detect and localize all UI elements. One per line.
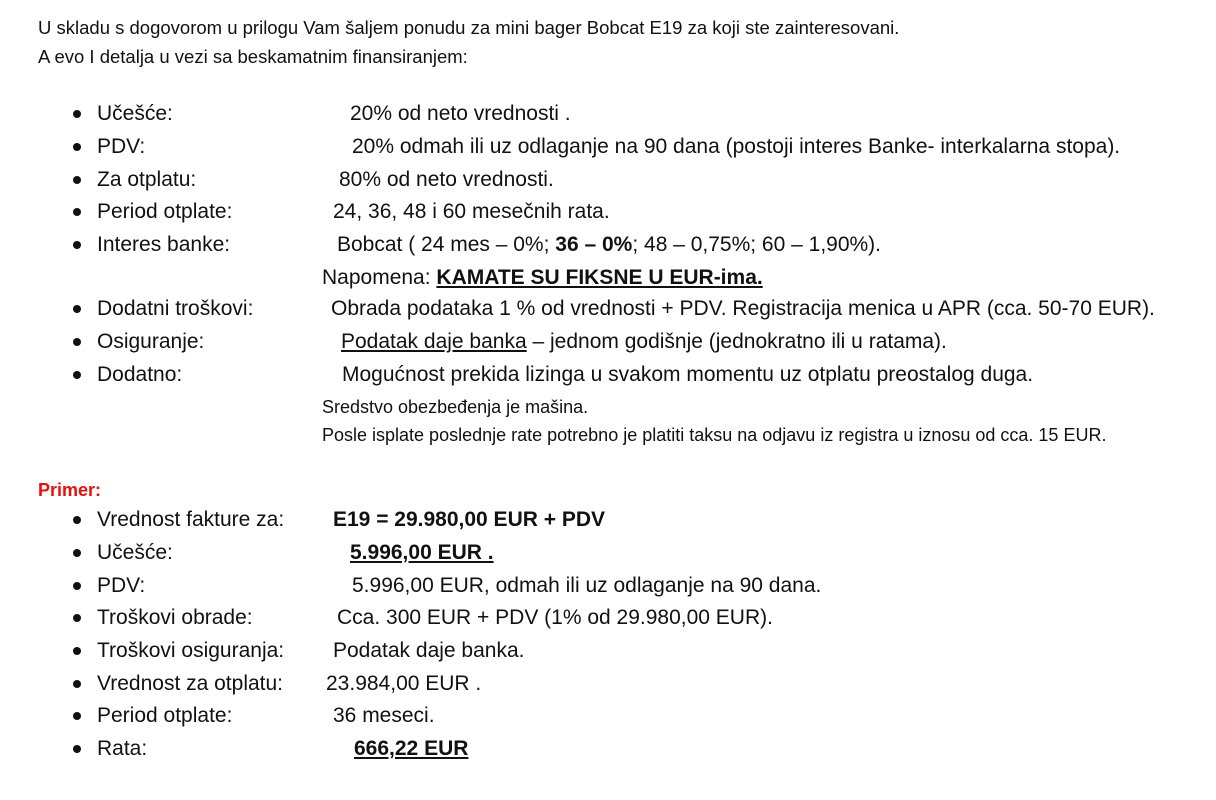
- interest-text-a: Bobcat ( 24 mes – 0%;: [337, 233, 556, 256]
- primer-value: Cca. 300 EUR + PDV (1% od 29.980,00 EUR).: [337, 606, 773, 629]
- term-value: [341, 329, 947, 355]
- term-value: Obrada podataka 1 % od vrednosti + PDV. Registracija menica u APR (cca. 50-70 EUR).: [331, 297, 1155, 320]
- primer-label: Troškovi osiguranja:: [97, 639, 285, 662]
- intro-line-2: A evo I detalja u vezi sa beskamatnim finansiranjem:: [38, 46, 468, 67]
- primer-label: Vrednost fakture za:: [97, 508, 285, 531]
- bullet: [73, 143, 81, 151]
- note-security: Sredstvo obezbeđenja je mašina.: [322, 397, 589, 417]
- note-registry-fee: Posle isplate poslednje rate potrebno je platiti taksu na odjavu iz registra u iznosu od cca. 15 EUR.: [322, 425, 1107, 445]
- bullet: [73, 647, 81, 655]
- primer-value: 5.996,00 EUR .: [350, 541, 494, 564]
- term-label: Period otplate:: [97, 200, 233, 223]
- bullet: [73, 110, 81, 118]
- term-value: Mogućnost prekida lizinga u svakom momentu uz otplatu preostalog duga.: [342, 363, 1034, 386]
- primer-label: PDV:: [97, 574, 146, 597]
- napomena-line: [322, 265, 763, 291]
- bullet: [73, 305, 81, 313]
- napomena-text: KAMATE SU FIKSNE U EUR-ima.: [436, 266, 763, 289]
- term-label: Interes banke:: [97, 233, 231, 256]
- napomena-prefix: Napomena:: [322, 266, 437, 289]
- bullet: [73, 549, 81, 557]
- term-label: Za otplatu:: [97, 168, 197, 191]
- term-label: Dodatno:: [97, 363, 183, 386]
- primer-value: 666,22 EUR: [354, 737, 469, 760]
- intro-line-1: U skladu s dogovorom u prilogu Vam šaljem ponudu za mini bager Bobcat E19 za koji ste zainteresovani.: [38, 17, 900, 38]
- insurance-rest: – jednom godišnje (jednokratno ili u ratama).: [526, 330, 947, 353]
- primer-label: Rata:: [97, 737, 148, 760]
- bullet: [73, 338, 81, 346]
- primer-label: Vrednost za otplatu:: [97, 672, 284, 695]
- term-label: Učešće:: [97, 102, 173, 125]
- term-label: PDV:: [97, 135, 146, 158]
- interest-highlight: 36 – 0%: [555, 233, 633, 256]
- insurance-link: Podatak daje banka: [341, 330, 527, 353]
- term-label: Dodatni troškovi:: [97, 297, 254, 320]
- bullet: [73, 680, 81, 688]
- bullet: [73, 176, 81, 184]
- bullet: [73, 745, 81, 753]
- primer-heading: Primer:: [38, 480, 102, 500]
- term-label: Osiguranje:: [97, 330, 205, 353]
- primer-value: E19 = 29.980,00 EUR + PDV: [333, 508, 606, 531]
- interest-text-c: ; 48 – 0,75%; 60 – 1,90%).: [632, 233, 882, 256]
- primer-value: 23.984,00 EUR .: [326, 672, 482, 695]
- bullet: [73, 516, 81, 524]
- bullet: [73, 208, 81, 216]
- bullet: [73, 712, 81, 720]
- primer-label: Učešće:: [97, 541, 173, 564]
- bullet: [73, 614, 81, 622]
- term-value: 20% od neto vrednosti .: [350, 102, 571, 125]
- bullet: [73, 582, 81, 590]
- primer-label: Period otplate:: [97, 704, 233, 727]
- bullet: [73, 241, 81, 249]
- primer-value: 36 meseci.: [333, 704, 435, 727]
- term-value: [337, 232, 881, 258]
- bullet: [73, 371, 81, 379]
- term-value: 20% odmah ili uz odlaganje na 90 dana (postoji interes Banke- interkalarna stopa).: [352, 135, 1121, 158]
- primer-value: 5.996,00 EUR, odmah ili uz odlaganje na 90 dana.: [352, 574, 822, 597]
- primer-label: Troškovi obrade:: [97, 606, 253, 629]
- term-value: 80% od neto vrednosti.: [339, 168, 554, 191]
- term-value: 24, 36, 48 i 60 mesečnih rata.: [333, 200, 610, 223]
- primer-value: Podatak daje banka.: [333, 639, 525, 662]
